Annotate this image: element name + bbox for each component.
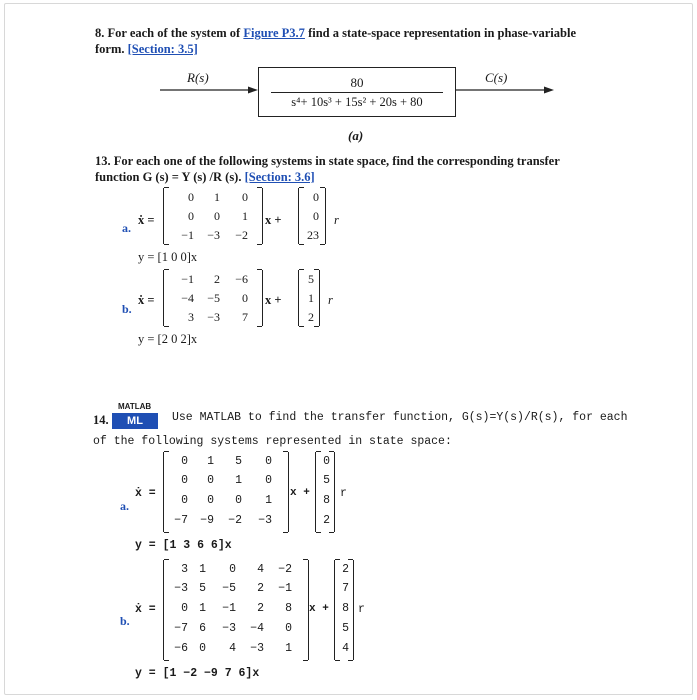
matrix-cell: 8 [342,602,349,615]
matrix-cell: 1 [214,190,220,204]
q14-line1: Use MATLAB to find the transfer function, G(s)=Y(s)/R(s), for each [172,411,628,424]
matrix-cell: 5 [199,582,206,595]
matrix-cell: 0 [181,455,188,468]
matrix-cell: −4 [250,622,264,635]
tf-numerator: 80 [350,75,364,90]
matlab-badge: ML [112,413,158,429]
matrix-cell: 1 [285,642,292,655]
q14b-xplus: x + [309,603,329,615]
matrix-cell: 2 [214,272,220,286]
matrix-cell: −6 [235,272,248,286]
q8-text-after: find a state-space representation in phase-variable [308,26,576,40]
q14b-matrix-B [334,560,354,660]
matrix-cell: 0 [181,494,188,507]
q14a-matrix-B [315,452,335,532]
matrix-cell: −2 [278,563,292,576]
matrix-cell: 7 [342,582,349,595]
matrix-cell: 0 [188,209,194,223]
matrix-cell: 2 [342,563,349,576]
q14a-xdot: ẋ = [135,487,156,500]
q14-line2: of the following systems represented in state space: [93,435,452,448]
matrix-cell: 0 [229,563,236,576]
matrix-cell: 1 [199,602,206,615]
matrix-cell: 8 [323,494,330,507]
matrix-cell: −2 [235,228,248,242]
matrix-cell: 4 [257,563,264,576]
matrix-cell: 1 [242,209,248,223]
q13a-matrix-B [298,188,326,244]
matrix-cell: 5 [308,272,314,286]
q14b-label: b. [120,614,130,628]
figure-caption: (a) [348,128,364,143]
q13-number: 13. [95,154,111,168]
q8-number: 8. [95,26,105,40]
matrix-cell: 6 [199,622,206,635]
matrix-cell: 4 [229,642,236,655]
matrix-cell: 1 [235,474,242,487]
matrix-cell: −3 [207,228,220,242]
tf-denominator: s⁴+ 10s³ + 15s² + 20s + 80 [291,95,423,109]
matrix-cell: −3 [250,642,264,655]
matrix-cell: −1 [181,272,194,286]
matrix-cell: 1 [265,494,272,507]
matrix-cell: 2 [257,582,264,595]
matrix-cell: 0 [181,474,188,487]
matrix-cell: 7 [242,310,248,324]
q13b-xdot: ẋ = [138,293,155,307]
matrix-cell: 0 [235,494,242,507]
q13b-output-eq: y = [2 0 2]x [138,332,198,346]
input-label: R(s) [187,70,209,85]
matrix-cell: 0 [313,209,319,223]
q13a-matrix-A [163,188,263,244]
q14a-label: a. [120,499,129,513]
matrix-cell: 4 [342,642,349,655]
question-8 [95,25,576,57]
q13b-input-r: r [328,293,333,307]
q8-text: For each of the system of [107,26,241,40]
matlab-badge-top: MATLAB [118,402,152,411]
matrix-cell: 0 [265,474,272,487]
matrix-cell: 2 [308,310,314,324]
matrix-cell: 1 [308,291,314,305]
matrix-cell: −4 [181,291,194,305]
q14b-matrix-A [163,560,309,660]
figure-link[interactable]: Figure P3.7 [243,26,305,40]
matrix-cell: 5 [235,455,242,468]
q14a-input-r: r [340,487,347,500]
q13-line2: function G (s) = Y (s) /R (s). [95,170,242,184]
fraction-bar [271,92,443,93]
q13a-xplus: x + [265,213,282,227]
q14a-output-eq: y = [1 3 6 6]x [135,539,232,552]
matrix-cell: −9 [200,514,214,527]
matrix-cell: −3 [222,622,236,635]
matrix-cell: −7 [174,514,188,527]
matrix-cell: −1 [222,602,236,615]
matrix-cell: −6 [174,642,188,655]
q13-section-link[interactable]: [Section: 3.6] [244,170,315,184]
matrix-cell: 0 [265,455,272,468]
matrix-cell: −3 [174,582,188,595]
matrix-cell: 0 [181,602,188,615]
question-13 [95,153,560,185]
matrix-cell: 3 [188,310,194,324]
matrix-cell: 0 [242,291,248,305]
q13b-label: b. [122,302,132,316]
matrix-cell: 0 [313,190,319,204]
matrix-cell: 23 [307,228,319,242]
matrix-cell: 8 [285,602,292,615]
matrix-cell: 1 [207,455,214,468]
q13a-label: a. [122,221,131,235]
q14a-xplus: x + [290,487,310,499]
matrix-cell: 0 [207,474,214,487]
q13b-matrix-B [298,270,320,326]
q14b-xdot: ẋ = [135,603,156,616]
matrix-cell: 0 [207,494,214,507]
q13b-xplus: x + [265,293,282,307]
matrix-cell: −5 [222,582,236,595]
output-label: C(s) [485,70,508,85]
q13b-matrix-A [163,270,263,326]
q14-number: 14. [93,413,109,427]
transfer-function-block [258,67,456,117]
q14b-input-r: r [358,603,365,616]
matrix-cell: 3 [181,563,188,576]
matrix-cell: 2 [257,602,264,615]
matrix-cell: 5 [323,474,330,487]
q13a-input-r: r [334,213,339,227]
matrix-cell: −2 [228,514,242,527]
matrix-cell: 5 [342,622,349,635]
matrix-cell: 2 [323,514,330,527]
q13a-xdot: ẋ = [138,213,155,227]
matrix-cell: −1 [278,582,292,595]
q8-line2: form. [95,42,125,56]
matrix-cell: −7 [174,622,188,635]
matrix-cell: −5 [207,291,220,305]
q14a-matrix-A [163,452,289,532]
matrix-cell: 1 [199,563,206,576]
q8-section-link[interactable]: [Section: 3.5] [127,42,198,56]
matrix-cell: 0 [199,642,206,655]
q14b-output-eq: y = [1 −2 −9 7 6]x [135,667,260,680]
q13-line1: For each one of the following systems in state space, find the corresponding transfer [113,154,560,168]
q13a-output-eq: y = [1 0 0]x [138,250,198,264]
matrix-cell: −3 [258,514,272,527]
matrix-cell: −3 [207,310,220,324]
matrix-cell: 0 [285,622,292,635]
matrix-cell: 0 [242,190,248,204]
matrix-cell: −1 [181,228,194,242]
matrix-cell: 0 [323,455,330,468]
matrix-cell: 0 [188,190,194,204]
matrix-cell: 0 [214,209,220,223]
